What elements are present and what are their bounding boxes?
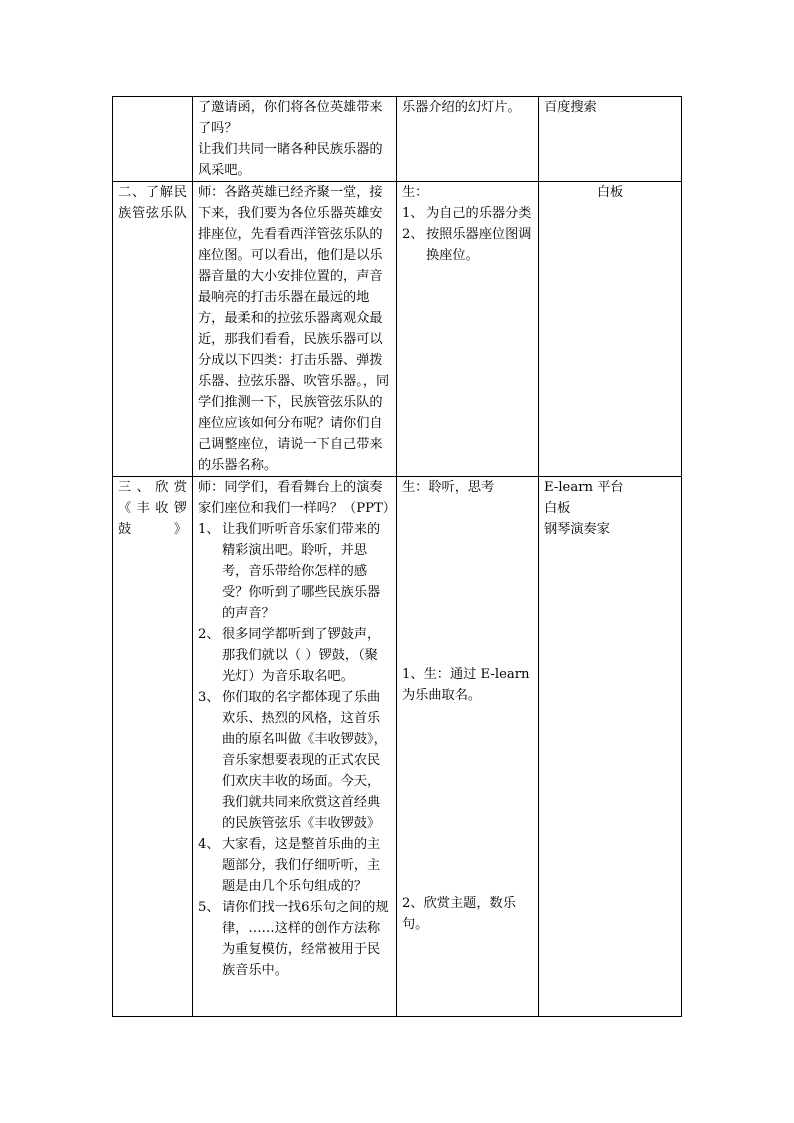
- student-activity-cell: [397, 182, 539, 477]
- list-text: 为自己的乐器分类: [426, 206, 532, 221]
- list-item: [198, 519, 391, 624]
- list-number: 1、: [198, 522, 220, 537]
- media-line: 白板: [544, 501, 571, 516]
- list-number: 5、: [198, 900, 220, 915]
- list-number: 1、: [402, 206, 424, 221]
- stage-cell: 二、了解民族管弦乐队: [113, 182, 193, 477]
- list-text: 按照乐器座位图调换座位。: [426, 227, 532, 263]
- table-row: [113, 477, 682, 1017]
- list-number: 2、: [198, 627, 220, 642]
- lesson-plan-table: [112, 96, 682, 1017]
- media-line: 钢琴演奏家: [544, 522, 610, 537]
- list-number: 4、: [198, 837, 220, 852]
- table-row: [113, 97, 682, 182]
- list-item: [198, 897, 391, 981]
- list-item: [198, 624, 391, 687]
- teacher-line: 师：各路英雄已经齐聚一堂，接下来，我们要为各位乐器英雄安排座位，先看看西洋管弦乐队的座位图。可以看出，他们是以乐器音量的大小安排位置的，声音最响亮的打击乐器在最远的地方，最柔和的拉弦乐器离观众最近，那我们看看，民族乐器可以分成以下四类：打击乐器、弹拨乐器、拉弦乐器、吹管乐器。，同学们推测一下，民族管弦乐队的座位应该如何分布呢？请你们自己调整座位，请说一下自己带来的乐器名称。: [198, 185, 390, 473]
- teacher-activity-cell: [193, 97, 397, 182]
- teacher-activity-cell: [193, 182, 397, 477]
- media-cell: [539, 97, 682, 182]
- student-line: 乐器介绍的幻灯片。: [402, 100, 521, 115]
- media-line: E-learn 平台: [544, 480, 624, 495]
- list-number: 2、: [402, 227, 424, 242]
- list-text: 很多同学都听到了锣鼓声，那我们就以（ ）锣鼓，（聚光灯）为音乐取名吧。: [222, 627, 381, 684]
- teacher-intro: 师：同学们，看看舞台上的演奏家们座位和我们一样吗？（PPT）: [198, 480, 396, 516]
- teacher-line: 了邀请函，你们将各位英雄带来了吗？: [198, 100, 383, 136]
- list-item: [402, 224, 533, 266]
- list-number: 3、: [198, 690, 220, 705]
- student-label: 生：: [402, 185, 429, 200]
- list-item: [198, 687, 391, 834]
- teacher-activity-cell: [193, 477, 397, 1017]
- student-activity-cell: [397, 97, 539, 182]
- media-line: 白板: [596, 185, 624, 200]
- list-text: 你们取的名字都体现了乐曲欢乐、热烈的风格，这首乐曲的原名叫做《丰收锣鼓》，音乐家想要表现的正式农民们欢庆丰收的场面。今天，我们就共同来欣赏这首经典的民族管弦乐《丰收锣鼓》: [222, 690, 387, 831]
- list-text: 请你们找一找6乐句之间的规律，……这样的创作方法称为重复模仿，经常被用于民族音乐中。: [222, 900, 389, 978]
- list-item: [402, 203, 533, 224]
- media-cell: [539, 182, 682, 477]
- media-line: 百度搜索: [544, 100, 597, 115]
- stage-cell: 三、欣赏《丰收锣鼓》: [113, 477, 193, 1017]
- list-text: 大家看，这是整首乐曲的主题部分，我们仔细听听，主题是由几个乐句组成的？: [222, 837, 381, 894]
- list-text: 让我们听听音乐家们带来的精彩演出吧。聆听，并思考，音乐带给你怎样的感受？你听到了哪些民族乐器的声音？: [222, 522, 381, 621]
- student-line: 生：聆听，思考: [402, 480, 495, 495]
- table-row: [113, 182, 682, 477]
- list-item: [198, 834, 391, 897]
- student-line: 2、欣赏主题，数乐句。: [402, 896, 516, 932]
- teacher-line: 让我们共同一睹各种民族乐器的风采吧。: [198, 142, 383, 178]
- media-cell: [539, 477, 682, 1017]
- student-activity-cell: [397, 477, 539, 1017]
- stage-cell: [113, 97, 193, 182]
- student-line: 1、生：通过 E-learn为乐曲取名。: [402, 667, 530, 703]
